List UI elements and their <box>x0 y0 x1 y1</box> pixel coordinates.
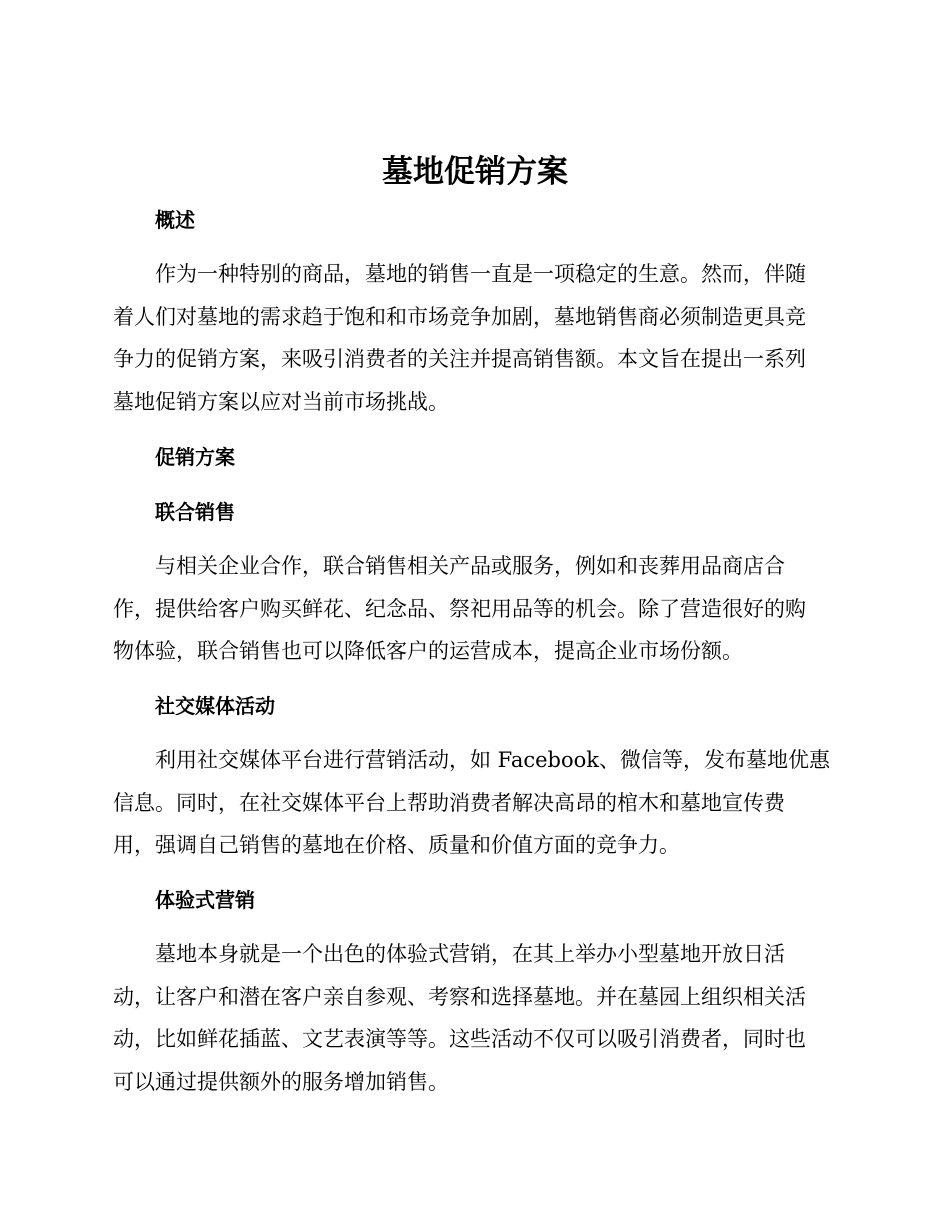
paragraph-experiential-marketing <box>113 933 833 1103</box>
paragraph-line: 与相关企业合作，联合销售相关产品或服务，例如和丧葬用品商店合 <box>155 554 785 578</box>
paragraph-line: 物体验，联合销售也可以降低客户的运营成本，提高企业市场份额。 <box>113 639 743 663</box>
paragraph-line: 动，比如鲜花插蓝、文艺表演等等。这些活动不仅可以吸引消费者，同时也 <box>113 1027 806 1051</box>
paragraph-line: 动，让客户和潜在客户亲自参观、考察和选择墓地。并在墓园上组织相关活 <box>113 984 806 1009</box>
section-heading-promotion-plan: 促销方案 <box>155 445 235 469</box>
section-heading-social-media: 社交媒体活动 <box>155 694 275 718</box>
paragraph-line: 着人们对墓地的需求趋于饱和和市场竞争加剧，墓地销售商必须制造更具竞 <box>113 304 806 329</box>
paragraph-line: 利用社交媒体平台进行营销活动，如 Facebook、微信等，发布墓地优惠 <box>155 748 830 772</box>
paragraph-line: 争力的促销方案，来吸引消费者的关注并提高销售额。本文旨在提出一系列 <box>113 347 806 371</box>
paragraph-line: 墓地本身就是一个出色的体验式营销，在其上举办小型墓地开放日活 <box>155 942 785 966</box>
paragraph-line: 墓地促销方案以应对当前市场挑战。 <box>113 389 449 414</box>
paragraph-line: 作，提供给客户购买鲜花、纪念品、祭祀用品等的机会。除了营造很好的购 <box>113 596 806 621</box>
paragraph-line: 作为一种特别的商品，墓地的销售一直是一项稳定的生意。然而，伴随 <box>155 262 806 286</box>
paragraph-line: 信息。同时，在社交媒体平台上帮助消费者解决高昂的棺木和墓地宣传费 <box>113 790 785 815</box>
paragraph-social-media <box>113 739 833 867</box>
paragraph-line: 用，强调自己销售的墓地在价格、质量和价值方面的竞争力。 <box>113 833 680 857</box>
section-heading-joint-sales: 联合销售 <box>155 500 235 524</box>
paragraph-overview <box>113 253 833 423</box>
section-heading-experiential-marketing: 体验式营销 <box>155 888 255 912</box>
paragraph-joint-sales <box>113 545 833 673</box>
paragraph-line: 可以通过提供额外的服务增加销售。 <box>113 1069 449 1094</box>
document-title: 墓地促销方案 <box>382 154 568 190</box>
section-heading-overview: 概述 <box>155 208 195 232</box>
